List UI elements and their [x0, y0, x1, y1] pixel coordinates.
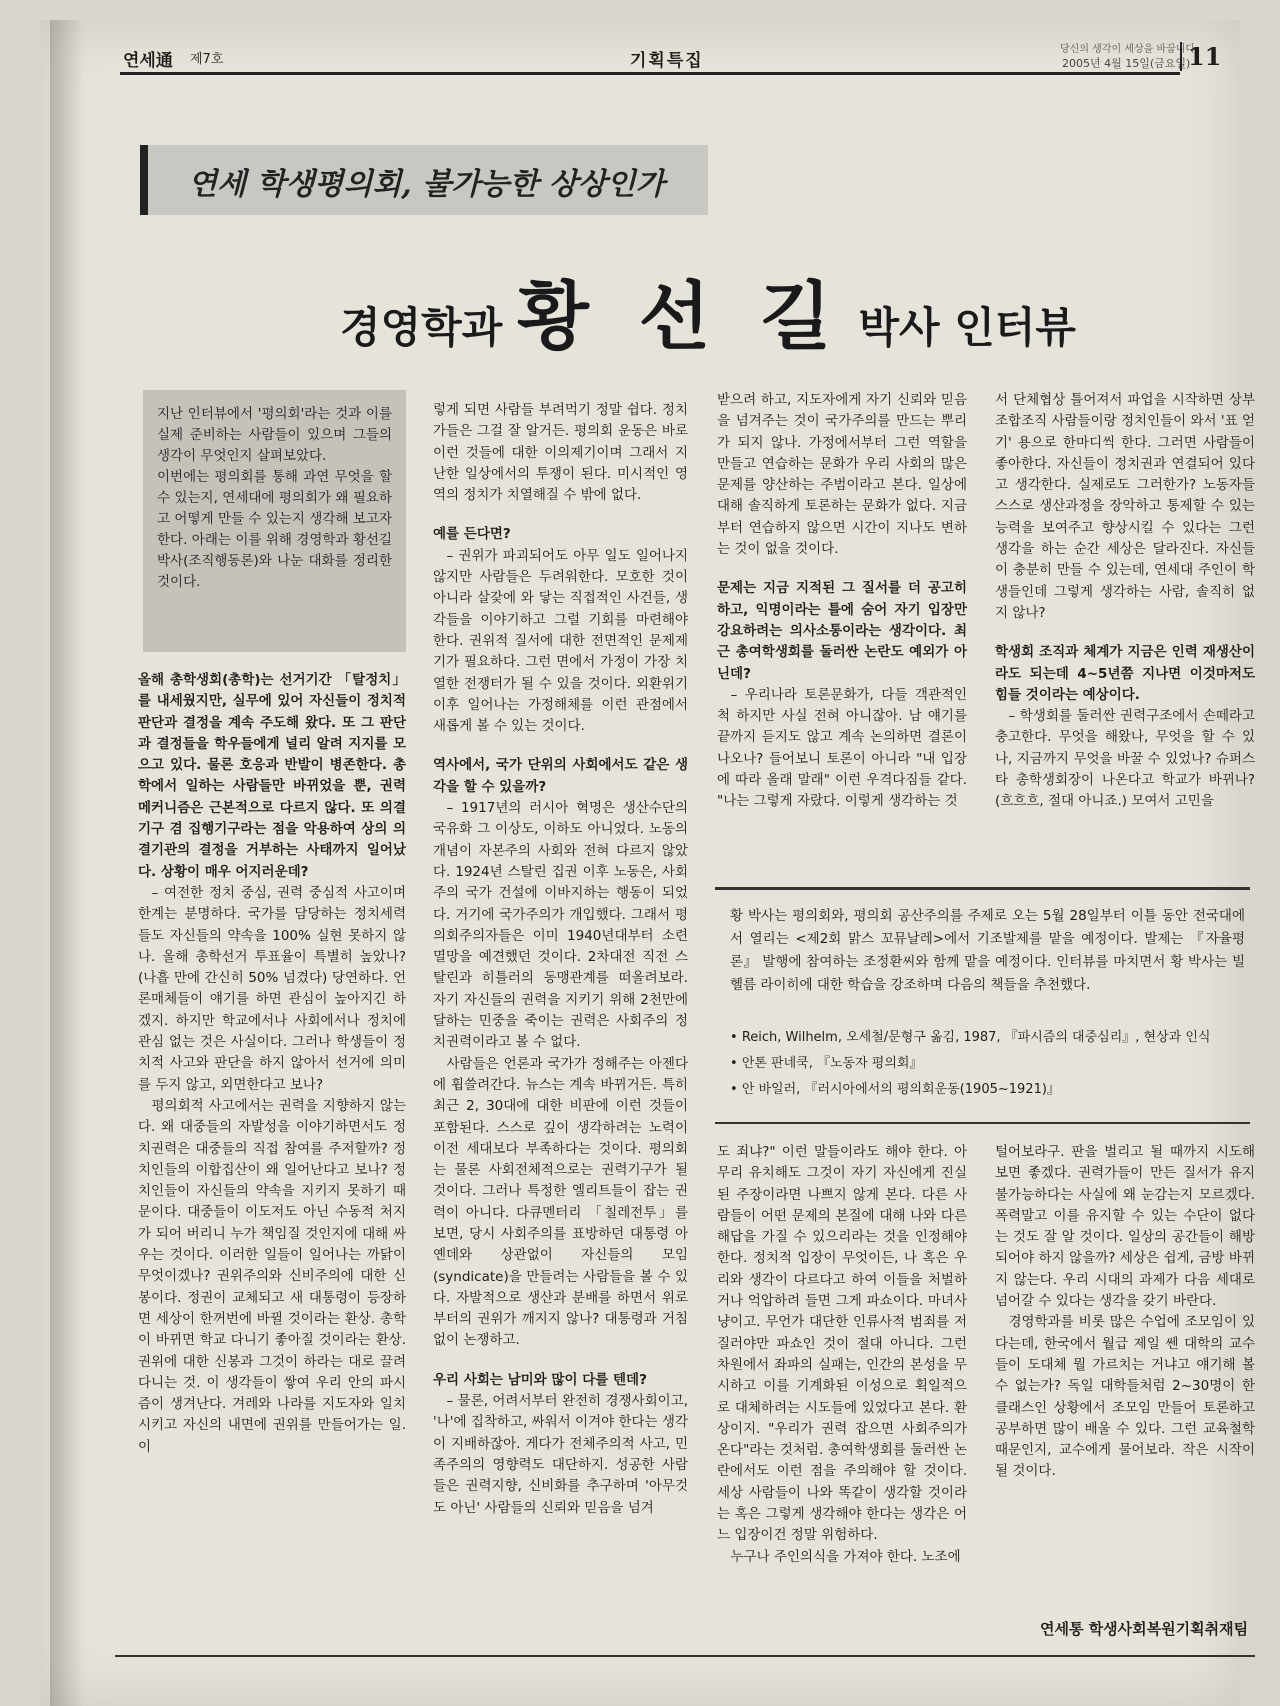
banner-title: 연세 학생평의회, 불가능한 상상인가 — [188, 167, 665, 202]
body-paragraph: 누구나 주인의식을 가져야 한다. 노조에 — [730, 1548, 961, 1565]
book-item: • Reich, Wilhelm, 오세철/문형구 옮김, 1987, 『파시즘의 대중심리』, 현상과 인식 — [730, 1025, 1250, 1051]
masthead-tagline: 당신의 생각이 세상을 바꿉니다 — [1060, 44, 1196, 55]
info-box-top-rule — [715, 887, 1250, 890]
book-item: • 안 바일러, 『러시아에서의 평의회운동(1905~1921)』 — [730, 1077, 1250, 1103]
interview-question: 우리 사회는 남미와 많이 다를 텐데? — [433, 1371, 647, 1388]
masthead-date: 2005년 4월 15일(금요일) — [1062, 57, 1191, 70]
interview-question: 학생회 조직과 체계가 지금은 인력 재생산이라도 되는데 4~5년쯤 지나면 이것마저도 힘들 것이라는 예상이다. — [995, 644, 1255, 703]
interview-answer: – 여전한 정치 중심, 권력 중심적 사고이며 한계는 분명하다. 국가를 담당하는 정치세력들도 자신들의 약속을 100% 실현 못하지 않나. 올해 총학선거 투표율이 특별히 높았나? (나흘 만에 간신히 50% 넘겼다) 당연하다. 언론매체들이 얘기를 하면 관심이 높아지긴 하겠지. 하지만 학교에서나 사회에서나 정치에 관심 없는 것은 사실이다. 그러나 학생들이 정치적 사고와 판단을 하지 않아서 선거에 의미를 두지 않고, 외면한다고 보나? — [138, 884, 406, 1093]
body-paragraph: 받으려 하고, 지도자에게 자기 신뢰와 믿음을 넘겨주는 것이 국가주의를 만드는 뿌리가 되지 않나. 가정에서부터 그런 역할을 만들고 연습하는 문화가 우리 사회의 많은 문제를 양산하는 주범이라고 본다. 일상에 대해 솔직하게 토론하는 문화가 없다. 지금부터 연습하지 않으면 시간이 지나도 변하는 것이 없을 것이다. — [717, 392, 967, 558]
body-paragraph: 털어보라구. 판을 벌리고 될 때까지 시도해 보면 좋겠다. 권력가들이 만든 질서가 유지 불가능하다는 사실에 왜 눈감는지 모르겠다. 폭력말고 이를 유지할 수 있는 수단이 없다는 것도 잘 알 것이다. 일상의 공간들이 해방되어야 하지 않을까? 세상은 쉽게, 금방 바뀌지 않는다. 우리 시대의 과제가 다음 세대로 넘어갈 수 있다는 생각을 갖기 바란다. — [995, 1144, 1255, 1310]
interview-question: 예를 든다면? — [433, 526, 511, 543]
page-title — [340, 258, 1076, 364]
interview-answer: – 물론, 어려서부터 완전히 경쟁사회이고, '나'에 집착하고, 싸워서 이겨야 한다는 생각이 지배하잖아. 게다가 전체주의적 사고, 민족주의의 영향력도 대단하지. 성공한 사람들은 권력지향, 신비화를 추구하며 '아무것도 아닌' 사람들의 신뢰와 믿음을 넘겨 — [433, 1393, 688, 1516]
body-paragraph: 경영학과를 비롯 많은 수업에 조모임이 있다는데, 한국에서 월급 제일 쎈 대학의 교수들이 도대체 뭘 가르치는 거냐고 얘기해 볼 수 없는가? 독일 대학들처럼 2~30명이 한 클래스인 상황에서 조모임 만들어 토론하고 공부하면 많이 배울 수 있다. 그런 교육철학 때문인지, 교수에게 물어보라. 작은 시작이 될 것이다. — [995, 1314, 1255, 1480]
book-item: • 안톤 판네쿡, 『노동자 평의회』 — [730, 1051, 1250, 1077]
interview-question: 올해 총학생회(총학)는 선거기간 「탈정치」를 내세웠지만, 실무에 있어 자신들이 정치적 판단과 결정을 계속 주도해 왔다. 또 그 판단과 결정들을 학우들에게 널리 알려 지지를 모으고 있다. 물론 호응과 반발이 병존한다. 총학에서 일하는 사람들만 바뀌었을 뿐, 권력 메커니즘은 근본적으로 다르지 않다. 또 의결기구 겸 집행기구라는 점을 악용하여 상의 의결기관의 결정을 거부하는 사태까지 일어났다. 상황이 매우 어지러운데? — [138, 672, 406, 880]
article-column-4-bottom — [995, 1142, 1255, 1483]
info-box-bottom-rule — [715, 1122, 1250, 1124]
headline-suffix: 박사 인터뷰 — [858, 303, 1076, 352]
masthead-section: 기획특집 — [630, 51, 704, 71]
body-paragraph: 렇게 되면 사람들 부려먹기 정말 쉽다. 정치가들은 그걸 잘 알거든. 평의회 운동은 바로 이런 것들에 대한 이의제기이며 그래서 지난한 일상에서의 투쟁이 된다. 미시적인 영역의 정치가 치열해질 수 밖에 없다. — [433, 402, 688, 504]
info-box-text: 황 박사는 평의회와, 평의회 공산주의를 주제로 오는 5월 28일부터 이틀 동안 전국대에서 열리는 <제2회 맑스 꼬뮤날레>에서 기조발제를 맡을 예정이다. 발제는 『자율평론』 발행에 참여하는 조정환씨와 함께 맡을 예정이다. 인터뷰를 마치면서 황 박사는 빌헬름 라이히에 대한 학습을 강조하며 다음의 책들을 추천했다. — [730, 908, 1245, 993]
page-number: 11 — [1180, 42, 1221, 71]
body-paragraph: 평의회적 사고에서는 권력을 지향하지 않는다. 왜 대중들의 자발성을 이야기하면서도 정치권력은 대중들의 직접 참여를 주저할까? 정치인들의 이합집산이 왜 일어난다고 보나? 정치인들이 자신들의 약속을 지키지 못하기 때문이다. 대중들이 이도저도 아닌 수동적 처지가 되어 버리니 누가 책임질 것인지에 대해 싸우는 것이다. 이러한 일들이 일어나는 까닭이 무엇이겠나? 권위주의와 신비주의에 대한 신봉이다. 정권이 교체되고 새 대통령이 등장하면 세상이 한꺼번에 바뀔 것이라는 환상. 총학이 바뀌면 학교 다니기 좋아질 것이라는 환상. 권위에 대한 신봉과 그것이 하라는 대로 끌려다니는 것. 이 생각들이 쌓여 우리 안의 파시즘이 생겨난다. 겨레와 나라를 지도자와 일치시키고 자신의 내면에 권위를 만들어가는 일. 이 — [138, 1097, 406, 1455]
body-paragraph: 서 단체협상 틀어져서 파업을 시작하면 상부 조합조직 사람들이랑 정치인들이 와서 '표 얻기' 용으로 한마디씩 한다. 그러면 사람들이 좋아한다. 자신들이 정치권과 연결되어 있다고 생각한다. 실제로도 그러한가? 노동자들 스스로 생산과정을 장악하고 통제할 수 있는 능력을 보여주고 향상시킬 수 있다는 그런 생각을 하는 순간 세상은 달라진다. 자신들이 충분히 만들 수 있는데, 연세대 주인이 학생들인데 그렇게 생각하는 사람, 솔직히 없지 않나? — [995, 392, 1255, 621]
intro-paragraph: 이번에는 평의회를 통해 과연 무엇을 할 수 있는지, 연세대에 평의회가 왜 필요하고 어떻게 만들 수 있는지 생각해 보고자 한다. 아래는 이를 위해 경영학과 황선길 박사(조직행동론)와 나눈 대화를 정리한 것이다. — [157, 469, 392, 590]
intro-paragraph: 지난 인터뷰에서 '평의회'라는 것과 이를 실제 준비하는 사람들이 있으며 그들의 생각이 무엇인지 살펴보았다. — [157, 406, 392, 464]
masthead-rule — [120, 72, 1180, 75]
headline-name: 황 선 길 — [517, 274, 844, 360]
intro-box — [143, 390, 406, 652]
article-column-4-top — [995, 390, 1255, 813]
newspaper-page — [40, 20, 1255, 1706]
masthead-logo: 연세通 — [123, 51, 173, 71]
article-column-2 — [433, 400, 688, 1519]
bottom-rule — [115, 1655, 1255, 1657]
interview-answer: – 1917년의 러시아 혁명은 생산수단의 국유화 그 이상도, 이하도 아니었다. 노동의 개념이 자본주의 사회와 전혀 다르지 않았다. 1924년 스탈린 집권 이후 노동은, 사회주의 국가 건설에 이바지하는 행동이 되었다. 거기에 국가주의가 개입했다. 그래서 평의회주의자들은 이미 1940년대부터 소련 멸망을 예견했던 것이다. 2차대전 직전 스탈린과 히틀러의 동맹관계를 떠올려보라. 자기 자신들의 권력을 지키기 위해 2천만에 달하는 민중을 죽이는 권력은 사회주의 정치권력이라고 볼 수 없다. — [433, 800, 688, 1051]
masthead-issue: 제7호 — [190, 52, 224, 67]
headline-banner — [140, 145, 708, 215]
article-column-1 — [138, 670, 406, 1458]
body-paragraph: 사람들은 언론과 국가가 정해주는 아젠다에 휩쓸려간다. 뉴스는 계속 바뀌거든. 특히 최근 2, 30대에 대한 비판에 이런 것들이 포함된다. 스스로 깊이 생각하려는 노력이 이전 세대보다 부족하다는 것이다. 평의회는 물론 사회전체적으로는 권력기구가 될 것이다. 그러나 특정한 엘리트들이 잡는 권력이 아니다. 다큐멘터리 「칠레전투」를 보면, 당시 사회주의를 표방하던 대통령 아옌데와 상관없이 자신들의 모임(syndicate)을 만들려는 사람들을 볼 수 있다. 자발적으로 생산과 분배를 하면서 위로부터의 권위가 깨지지 않나? 대통령과 거침없이 논쟁하고. — [433, 1055, 688, 1349]
recommended-books — [730, 1025, 1250, 1103]
headline-prefix: 경영학과 — [340, 303, 503, 352]
interview-answer: – 권위가 파괴되어도 아무 일도 일어나지 않지만 사람들은 두려워한다. 모호한 것이 아니라 살갗에 와 닿는 직접적인 사건들, 생각들을 이야기하고 그럴 기회를 마련해야 한다. 권위적 질서에 대한 전면적인 문제제기가 필요하다. 그런 면에서 가정이 가장 치열한 전쟁터가 될 수 있을 것이다. 외환위기 이후 일어나는 가정해체를 이런 관점에서 새롭게 볼 수 있는 것이다. — [433, 547, 688, 735]
interview-answer: – 우리나라 토론문화가, 다들 객관적인 척 하지만 사실 전혀 아니잖아. 남 얘기를 끝까지 듣지도 않고 계속 논의하면 결론이 나오나? 들어보니 토론이 아니라 "내 입장에 따라 올래 말래" 이런 우격다짐들 같다. "나는 그렇게 자랐다. 이렇게 생각하는 것 — [717, 686, 967, 810]
interview-question: 문제는 지금 지적된 그 질서를 더 공고히 하고, 익명이라는 틀에 숨어 자기 입장만 강요하려는 의사소통이라는 생각이다. 최근 총여학생회를 둘러싼 논란도 예외가 아닌데? — [717, 580, 967, 682]
article-byline: 연세통 학생사회복원기획취재팀 — [1040, 1620, 1249, 1638]
body-paragraph: 도 죄냐?" 이런 말들이라도 해야 한다. 아무리 유치해도 그것이 자기 자신에게 진실된 주장이라면 나쁘지 않게 본다. 다른 사람들이 어떤 문제의 본질에 대해 나와 다른 해답을 가질 수 있으리라는 것을 인정해야 한다. 정치적 입장이 무엇이든, 나 혹은 우리와 생각이 다르다고 하여 이들을 처벌하거나 억압하려 들면 그게 파쇼이다. 마녀사냥이고. 무언가 대단한 인류사적 범죄를 저질러야만 파쇼인 것이 절대 아니다. 그런 차원에서 좌파의 실패는, 인간의 본성을 무시하고 이를 기계화된 이성으로 획일적으로 대체하려는 시도들에 있었다고 본다. 환상이지. "우리가 권력 잡으면 사회주의가 온다"라는 것처럼. 총여학생회를 둘러싼 논란에서도 이런 점을 주의해야 할 것이다. 세상 사람들이 나와 똑같이 생각할 것이라는 혹은 그렇게 생각해야 한다는 생각은 어느 입장이건 정말 위험하다. — [717, 1144, 967, 1544]
page-fold-shadow — [50, 20, 84, 1706]
article-column-3-bottom — [717, 1142, 967, 1568]
article-column-3-top — [717, 390, 967, 813]
interview-question: 역사에서, 국가 단위의 사회에서도 같은 생각을 할 수 있을까? — [433, 757, 688, 795]
interview-answer: – 학생회를 둘러싼 권력구조에서 손떼라고 충고한다. 무엇을 해왔나, 무엇을 할 수 있나, 지금까지 무엇을 바꿀 수 있었나? 슈퍼스타 총학생회장이 나온다고 학교가 바뀌나? (흐흐흐, 절대 아니죠.) 모여서 고민을 — [995, 708, 1255, 810]
